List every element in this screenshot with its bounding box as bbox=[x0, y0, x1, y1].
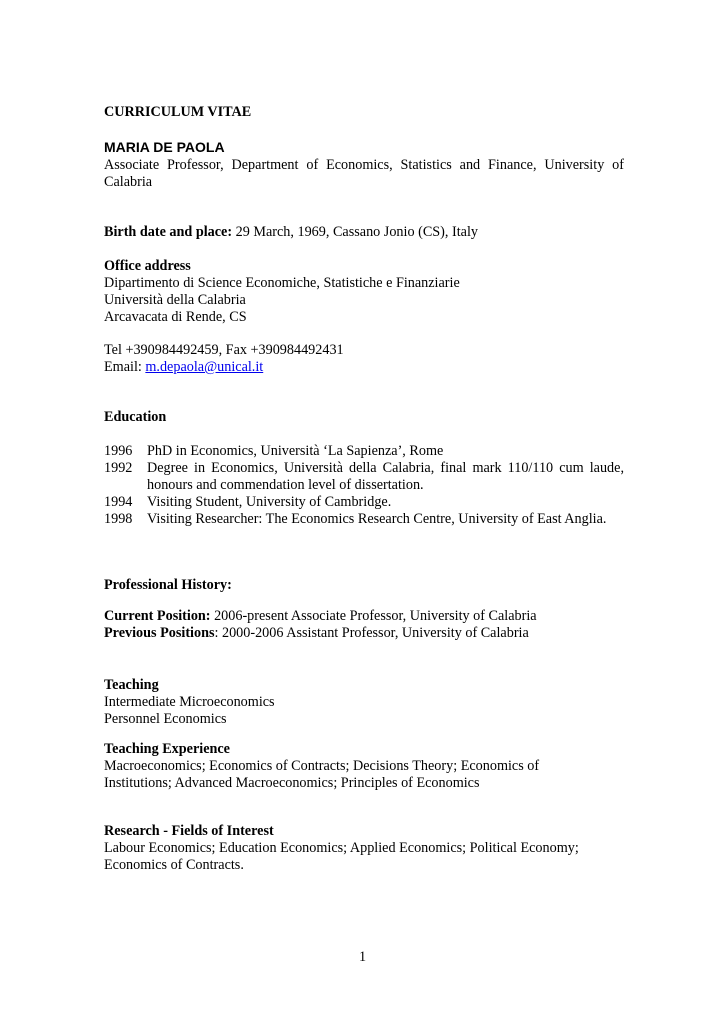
education-text: Visiting Researcher: The Economics Research Centre, University of East Anglia. bbox=[147, 511, 607, 527]
teaching-course: Intermediate Microeconomics bbox=[104, 694, 275, 710]
contact-info bbox=[104, 342, 624, 376]
person-name: MARIA DE PAOLA bbox=[104, 139, 225, 155]
teaching-section bbox=[104, 677, 624, 728]
education-year: 1994 bbox=[104, 494, 133, 510]
research-text: Labour Economics; Education Economics; Applied Economics; Political Economy; Economics of Contracts. bbox=[104, 840, 579, 873]
office-line: Dipartimento di Science Economiche, Statistiche e Finanziarie bbox=[104, 275, 460, 291]
document-title: CURRICULUM VITAE bbox=[104, 104, 252, 120]
education-item bbox=[104, 443, 624, 460]
office-line: Arcavacata di Rende, CS bbox=[104, 309, 247, 325]
phone-fax: Tel +390984492459, Fax +390984492431 bbox=[104, 342, 344, 358]
birth-info bbox=[104, 224, 624, 241]
teaching-course: Personnel Economics bbox=[104, 711, 227, 727]
education-heading: Education bbox=[104, 409, 167, 425]
education-text: Visiting Student, University of Cambridge. bbox=[147, 494, 392, 510]
current-position-label: Current Position: bbox=[104, 608, 211, 624]
email-label: Email: bbox=[104, 359, 146, 375]
previous-positions-label: Previous Positions bbox=[104, 625, 215, 641]
email-link[interactable]: m.depaola@unical.it bbox=[145, 359, 264, 375]
page-number: 1 bbox=[358, 949, 367, 965]
previous-positions bbox=[104, 625, 624, 642]
education-item bbox=[104, 460, 624, 494]
education-item bbox=[104, 494, 624, 511]
education-year: 1998 bbox=[104, 511, 133, 527]
research-section bbox=[104, 823, 624, 874]
email-row bbox=[104, 359, 624, 376]
teaching-experience-heading: Teaching Experience bbox=[104, 741, 230, 757]
professional-history bbox=[104, 608, 624, 642]
education-item bbox=[104, 511, 624, 528]
office-heading: Office address bbox=[104, 258, 191, 274]
research-heading: Research - Fields of Interest bbox=[104, 823, 274, 839]
teaching-heading: Teaching bbox=[104, 677, 159, 693]
previous-positions-value: : 2000-2006 Assistant Professor, University of Calabria bbox=[214, 625, 529, 641]
teaching-experience-section bbox=[104, 741, 624, 792]
affiliation: Associate Professor, Department of Economics, Statistics and Finance, University of Calabria bbox=[104, 157, 624, 190]
education-year: 1996 bbox=[104, 443, 133, 459]
teaching-experience-text: Macroeconomics; Economics of Contracts; Decisions Theory; Economics of Institutions; Advanced Macroeconomics; Principles of Economics bbox=[104, 758, 540, 791]
education-text: Degree in Economics, Università della Calabria, final mark 110/110 cum laude, honours and commendation level of dissertation. bbox=[147, 460, 624, 493]
office-address bbox=[104, 258, 624, 326]
birth-value: 29 March, 1969, Cassano Jonio (CS), Italy bbox=[232, 224, 478, 240]
birth-label: Birth date and place: bbox=[104, 224, 233, 240]
education-list bbox=[104, 443, 624, 528]
education-text: PhD in Economics, Università ‘La Sapienza’, Rome bbox=[147, 443, 444, 459]
current-position-value: 2006-present Associate Professor, University of Calabria bbox=[210, 608, 537, 624]
current-position bbox=[104, 608, 624, 625]
history-heading: Professional History: bbox=[104, 577, 232, 593]
education-year: 1992 bbox=[104, 460, 133, 476]
office-line: Università della Calabria bbox=[104, 292, 246, 308]
